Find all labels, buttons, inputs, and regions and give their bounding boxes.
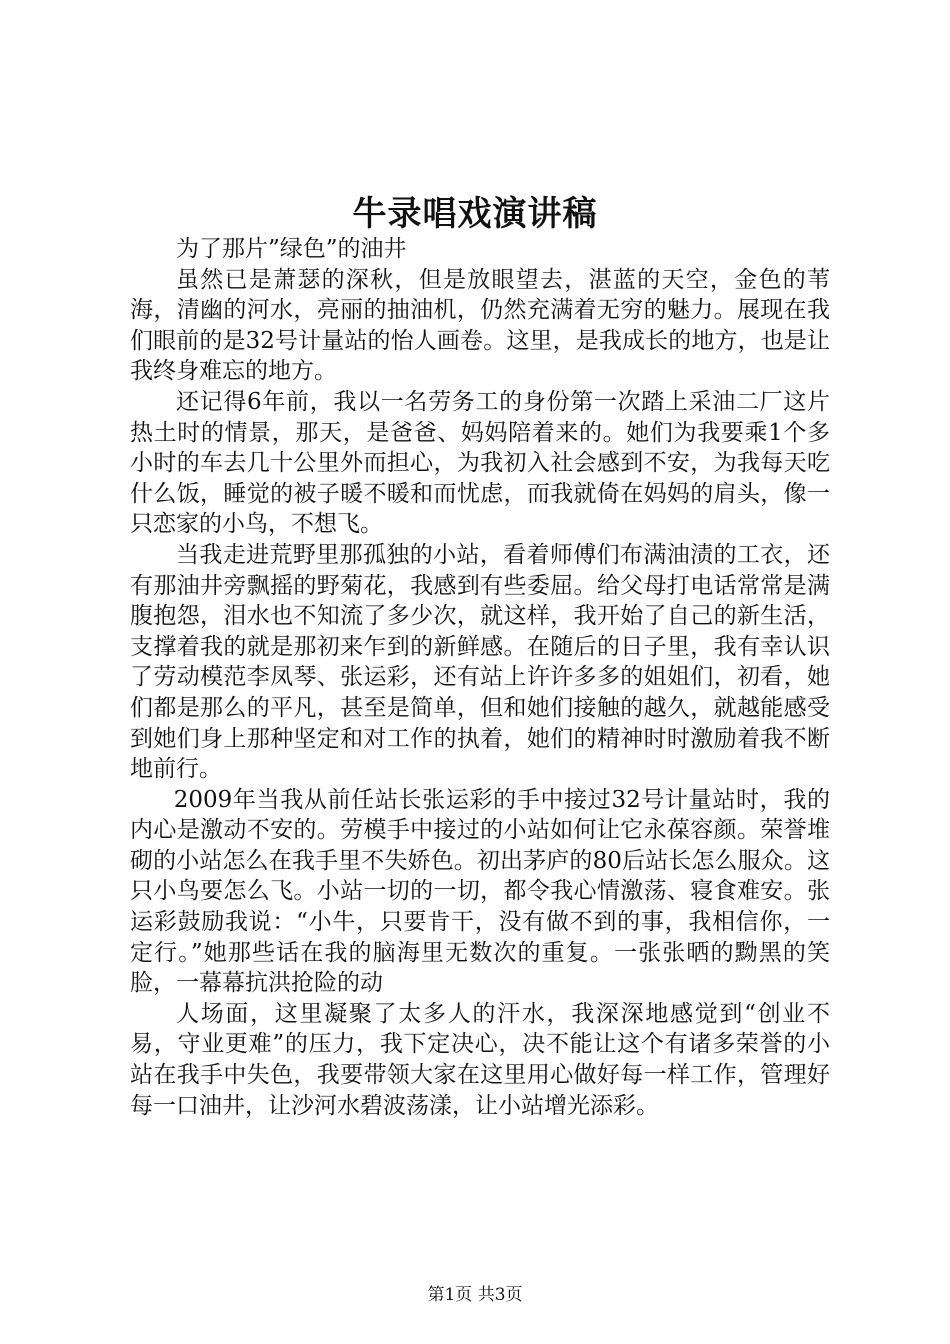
document-body	[130, 234, 830, 1121]
paragraph-4: 2009年当我从前任站长张运彩的手中接过32号计量站时，我的内心是激动不安的。劳模手中接过的小站如何让它永葆容颜。荣誉堆砌的小站怎么在我手里不失娇色。初出茅庐的80后站长怎么服众。这只小鸟要怎么飞。小站一切的一切，都令我心情激荡、寝食难安。张运彩鼓励我说：“小牛，只要肯干，没有做不到的事，我相信你，一定行。”她那些话在我的脑海里无数次的重复。一张张晒的黝黑的笑脸，一幕幕抗洪抢险的动	[130, 786, 830, 997]
paragraph-2: 还记得6年前，我以一名劳务工的身份第一次踏上采油二厂这片热土时的情景，那天，是爸爸、妈妈陪着来的。她们为我要乘1个多小时的车去几十公里外而担心，为我初入社会感到不安，为我每天吃什么饭，睡觉的被子暖不暖和而忧虑，而我就倚在妈妈的肩头，像一只恋家的小鸟，不想飞。	[130, 388, 830, 538]
paragraph-5: 人场面，这里凝聚了太多人的汗水，我深深地感觉到“创业不易，守业更难”的压力，我下定决心，决不能让这个有诸多荣誉的小站在我手中失色，我要带领大家在这里用心做好每一样工作，管理好每一口油井，让沙河水碧波荡漾，让小站增光添彩。	[130, 1000, 830, 1119]
document-title: 牛录唱戏演讲稿	[352, 194, 598, 234]
paragraph-3: 当我走进荒野里那孤独的小站，看着师傅们布满油渍的工衣，还有那油井旁飘摇的野菊花，我感到有些委屈。给父母打电话常常是满腹抱怨，泪水也不知流了多少次，就这样，我开始了自己的新生活，支撑着我的就是那初来乍到的新鲜感。在随后的日子里，我有幸认识了劳动模范李凤琴、张运彩，还有站上许许多多的姐姐们，初看，她们都是那么的平凡，甚至是简单，但和她们接触的越久，就越能感受到她们身上那种坚定和对工作的执着，她们的精神时时激励着我不断地前行。	[130, 541, 830, 783]
document-subtitle: 为了那片”绿色”的油井	[176, 236, 407, 262]
paragraph-1: 虽然已是萧瑟的深秋，但是放眼望去，湛蓝的天空，金色的苇海，清幽的河水，亮丽的抽油机，仍然充满着无穷的魅力。展现在我们眼前的是32号计量站的怡人画卷。这里，是我成长的地方，也是让我终身难忘的地方。	[130, 266, 830, 385]
page-footer: 第1页 共3页	[427, 1285, 523, 1305]
